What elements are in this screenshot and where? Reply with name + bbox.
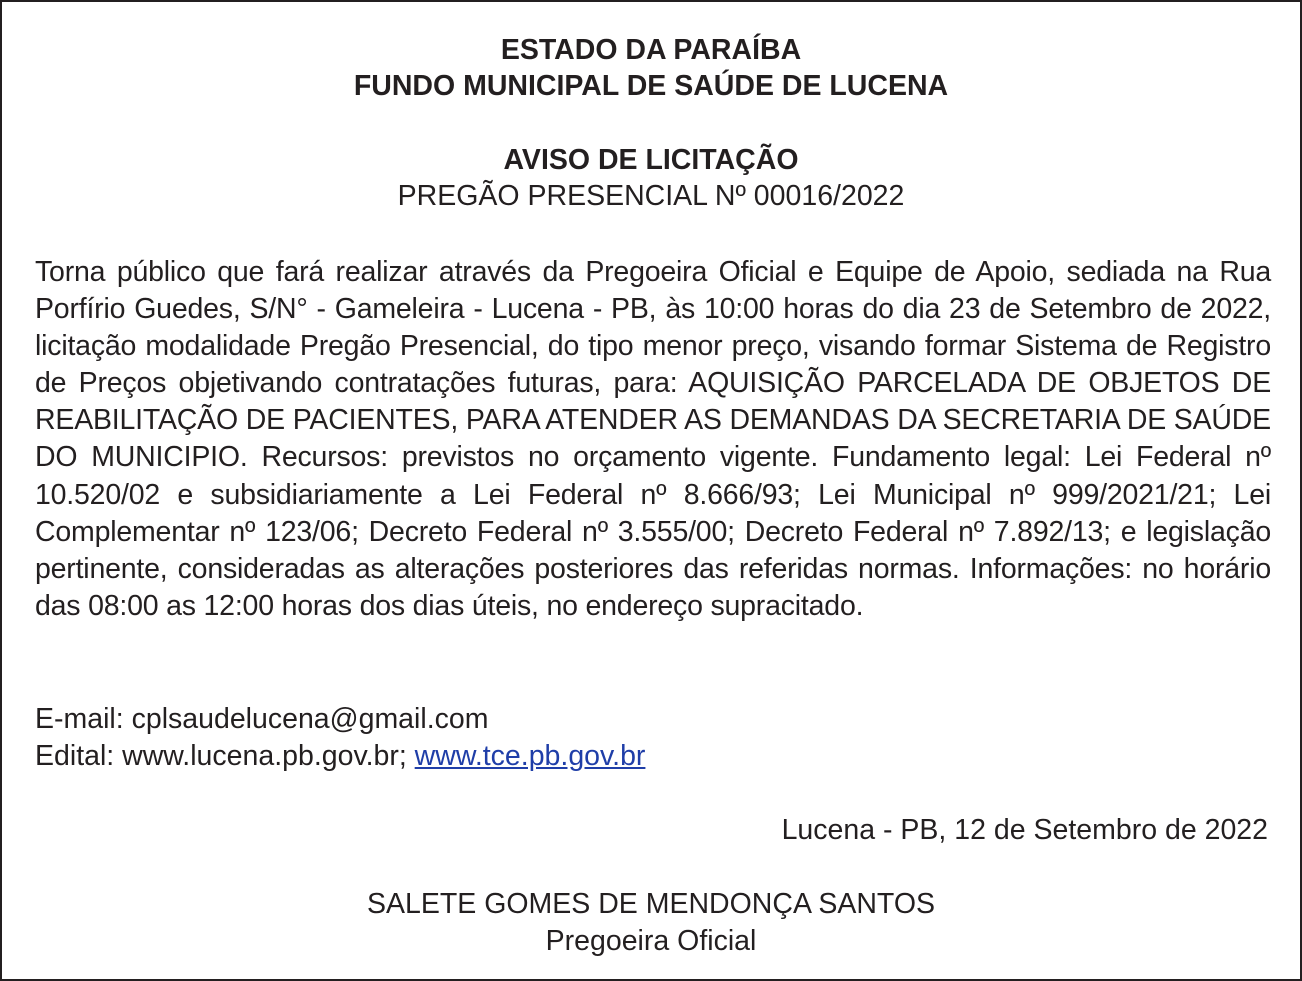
body-paragraph: Torna público que fará realizar através da Pregoeira Oficial e Equipe de Apoio, sediada na Rua Porfírio Guedes, S/N° - Gameleira - Lucena - PB, às 10:00 horas do dia 23 de Setembro de 2022, licitação modalidade Pregão Presencial, do tipo menor preço, visando formar Sistema de Registro de Preços objetivando contratações futuras, para: AQUISIÇÃO PARCELADA DE OBJETOS DE REABILITAÇÃO DE PACIENTES, PARA ATENDER AS DEMANDAS DA SECRETARIA DE SAÚDE DO MUNICIPIO. Recursos: previstos no orçamento vigente. Fundamento legal: Lei Federal nº 10.520/02 e subsidiariamente a Lei Federal nº 8.666/93; Lei Municipal nº 999/2021/21; Lei Complementar nº 123/06; Decreto Federal nº 3.555/00; Decreto Federal nº 7.892/13; e legislação pertinente, consideradas as alterações posteriores das referidas normas. Informações: no horário das 08:00 as 12:00 horas dos dias úteis, no endereço supracitado. xyxy=(35,256,1271,622)
signature-block xyxy=(2,886,1300,960)
contact-info xyxy=(35,701,1271,775)
notice-title-block xyxy=(2,142,1300,214)
notice-subtitle: PREGÃO PRESENCIAL Nº 00016/2022 xyxy=(397,180,905,212)
tce-link[interactable]: www.tce.pb.gov.br xyxy=(414,740,646,772)
signatory-name: SALETE GOMES DE MENDONÇA SANTOS xyxy=(366,888,935,920)
notice-body xyxy=(35,254,1271,625)
edital-prefix: Edital: www.lucena.pb.gov.br; xyxy=(35,740,415,772)
signatory-role: Pregoeira Oficial xyxy=(545,925,757,957)
document-header xyxy=(2,32,1300,104)
email-line: E-mail: cplsaudelucena@gmail.com xyxy=(35,703,489,735)
fund-heading: FUNDO MUNICIPAL DE SAÚDE DE LUCENA xyxy=(353,70,949,102)
date-line: Lucena - PB, 12 de Setembro de 2022 xyxy=(781,814,1268,846)
notice-title: AVISO DE LICITAÇÃO xyxy=(503,144,799,176)
state-heading: ESTADO DA PARAÍBA xyxy=(500,34,802,66)
edital-line xyxy=(35,738,1271,775)
